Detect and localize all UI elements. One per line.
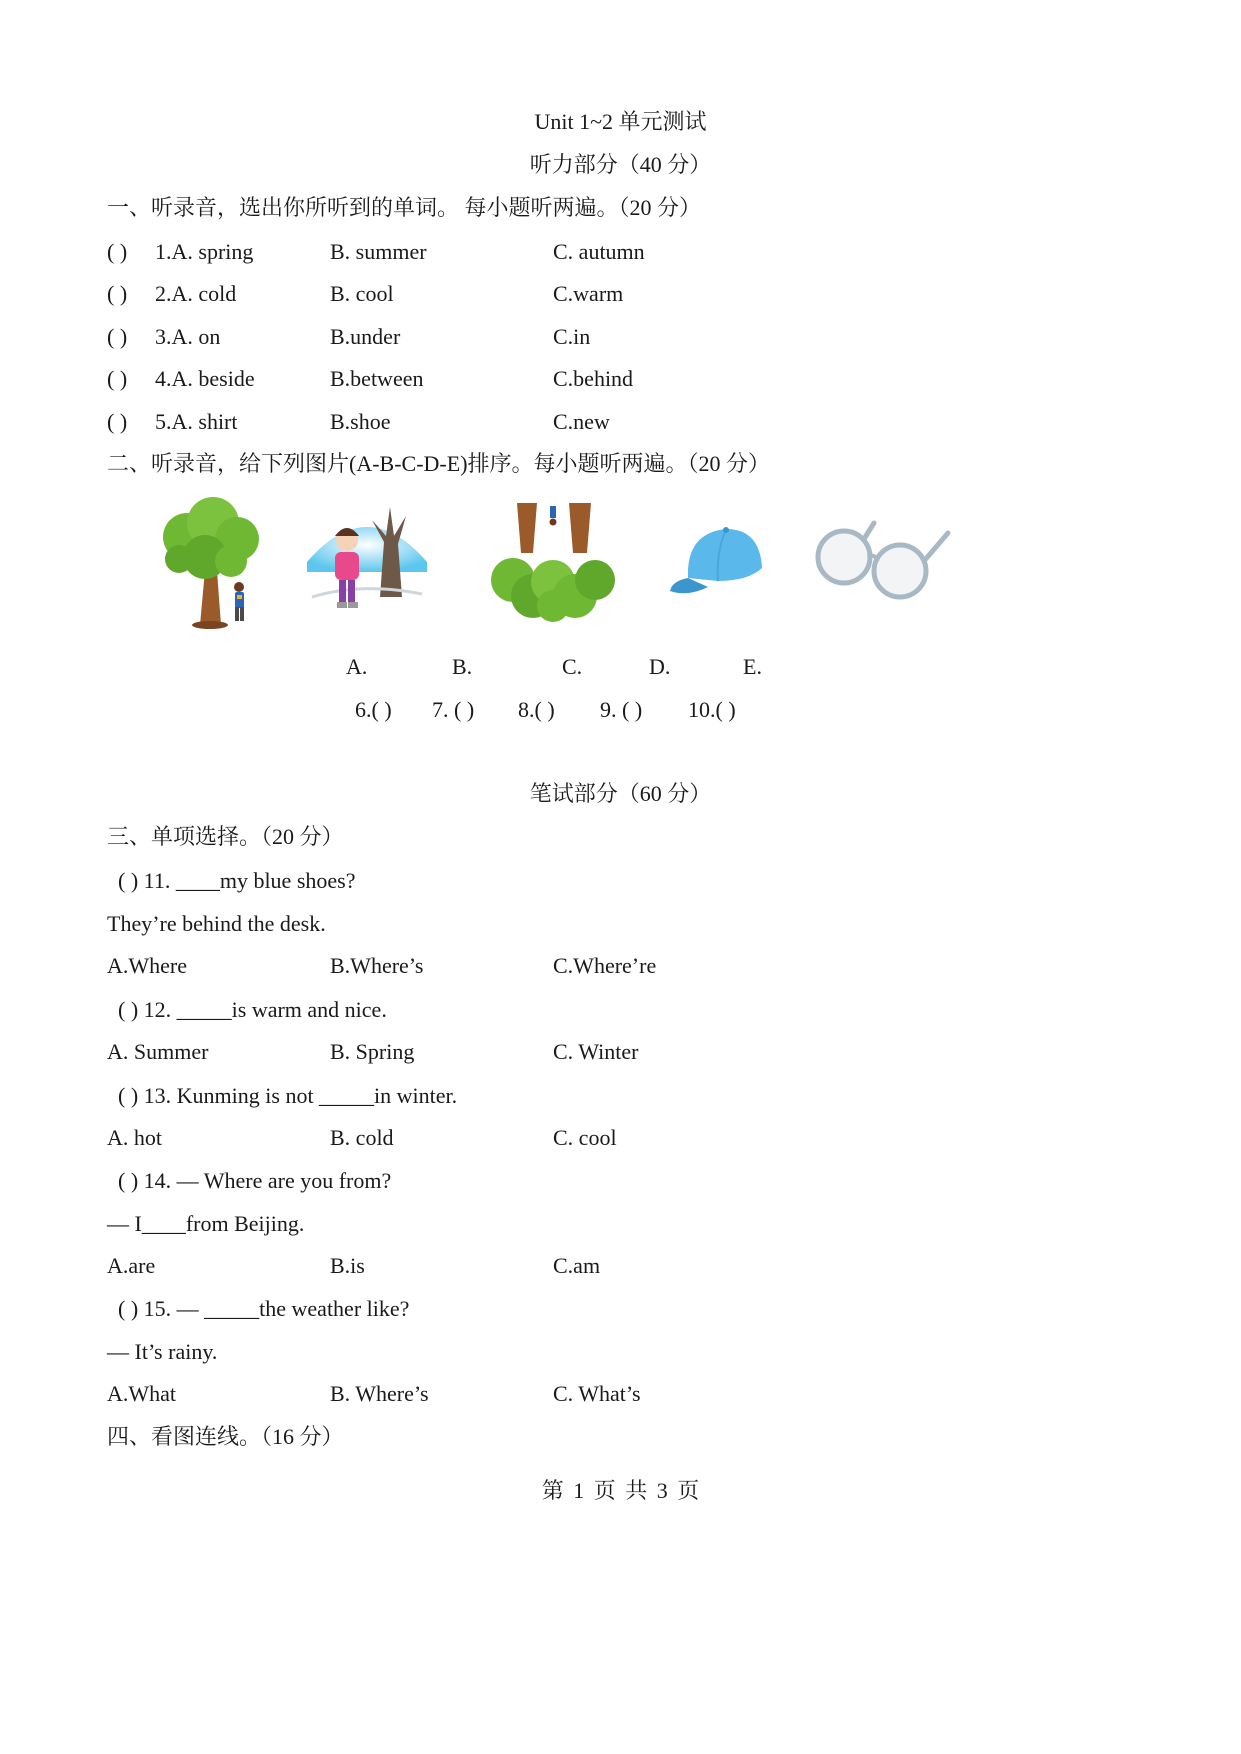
option-b: B.shoe	[330, 409, 391, 434]
option-c: C.in	[553, 324, 591, 349]
option-a: 1.A. spring	[155, 239, 254, 264]
picture-letter: E.	[743, 654, 762, 679]
option-a: A.Where	[107, 953, 188, 978]
option-c: C.am	[553, 1253, 601, 1278]
option-a: A.are	[107, 1253, 156, 1278]
option-b: B. cold	[330, 1125, 394, 1150]
page-footer: 第 1 页 共 3 页	[541, 1478, 700, 1503]
blue-cap-picture	[668, 523, 768, 603]
picture-letter: D.	[649, 654, 671, 679]
section4-heading: 四、看图连线。（16 分）	[107, 1424, 344, 1449]
option-a: 2.A. cold	[155, 281, 237, 306]
option-a: 5.A. shirt	[155, 409, 238, 434]
option-c: C. cool	[553, 1125, 617, 1150]
section2-heading: 二、听录音，给下列图片(A-B-C-D-E)排序。每小题听两遍。（20 分）	[107, 451, 771, 476]
question-11-answer-line: They’re behind the desk.	[107, 911, 326, 936]
answer-blank[interactable]: 6.( )	[355, 697, 392, 722]
answer-blank[interactable]: 10.( )	[688, 697, 736, 722]
option-c: C.new	[553, 409, 610, 434]
page-title: Unit 1~2 单元测试	[534, 109, 707, 134]
option-b: B. cool	[330, 281, 394, 306]
question-14-answer-line: — I____from Beijing.	[107, 1211, 305, 1236]
answer-bracket[interactable]: ( )	[107, 366, 128, 391]
option-c: C.behind	[553, 366, 634, 391]
option-c: C.Where’re	[553, 953, 657, 978]
section3-heading: 三、单项选择。（20 分）	[107, 824, 344, 849]
option-c: C. autumn	[553, 239, 645, 264]
glasses-picture	[812, 515, 952, 610]
picture-letter: A.	[346, 654, 368, 679]
answer-bracket[interactable]: ( )	[107, 409, 128, 434]
girl-in-winter-picture	[302, 502, 432, 617]
trees-upside-down-picture	[487, 498, 622, 623]
answer-blank[interactable]: 8.( )	[518, 697, 555, 722]
answer-blank[interactable]: 9. ( )	[600, 697, 643, 722]
picture-letter: B.	[452, 654, 473, 679]
listening-heading: 听力部分（40 分）	[529, 152, 712, 177]
option-c: C. What’s	[553, 1381, 641, 1406]
question-14: ( ) 14. — Where are you from?	[118, 1168, 392, 1193]
question-15-answer-line: — It’s rainy.	[107, 1339, 218, 1364]
option-a: 4.A. beside	[155, 366, 255, 391]
answer-bracket[interactable]: ( )	[107, 239, 128, 264]
answer-bracket[interactable]: ( )	[107, 281, 128, 306]
picture-letter: C.	[562, 654, 583, 679]
question-15: ( ) 15. — _____the weather like?	[118, 1296, 410, 1321]
option-c: C. Winter	[553, 1039, 639, 1064]
option-b: B. Where’s	[330, 1381, 429, 1406]
option-a: A.What	[107, 1381, 177, 1406]
question-12: ( ) 12. _____is warm and nice.	[118, 997, 387, 1022]
option-b: B. Spring	[330, 1039, 415, 1064]
option-b: B.between	[330, 366, 424, 391]
option-b: B.under	[330, 324, 401, 349]
option-b: B. summer	[330, 239, 427, 264]
written-heading: 笔试部分（60 分）	[529, 781, 712, 806]
option-b: B.Where’s	[330, 953, 424, 978]
option-a: A. Summer	[107, 1039, 209, 1064]
option-a: A. hot	[107, 1125, 162, 1150]
answer-blank[interactable]: 7. ( )	[432, 697, 475, 722]
section1-heading: 一、听录音，选出你所听到的单词。 每小题听两遍。（20 分）	[107, 195, 702, 220]
option-b: B.is	[330, 1253, 365, 1278]
option-c: C.warm	[553, 281, 624, 306]
question-13: ( ) 13. Kunming is not _____in winter.	[118, 1083, 458, 1108]
answer-bracket[interactable]: ( )	[107, 324, 128, 349]
tree-with-boy-picture	[155, 495, 265, 635]
question-11: ( ) 11. ____my blue shoes?	[118, 868, 356, 893]
option-a: 3.A. on	[155, 324, 221, 349]
